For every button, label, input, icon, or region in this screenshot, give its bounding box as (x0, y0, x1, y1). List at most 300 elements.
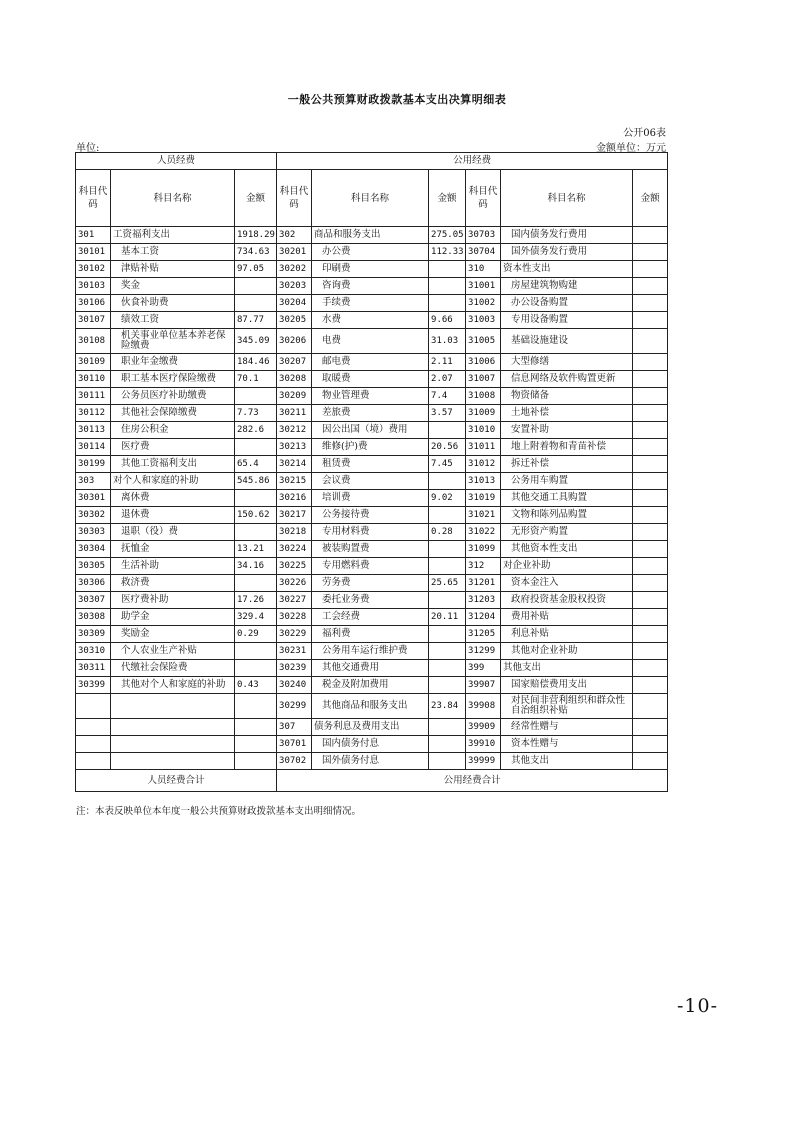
amount-cell (633, 227, 668, 244)
code-cell: 31011 (466, 439, 501, 456)
amount-cell (633, 541, 668, 558)
code-cell: 303 (76, 473, 111, 490)
table-row (76, 643, 668, 660)
code-cell: 30204 (277, 295, 312, 312)
table-row (76, 371, 668, 388)
name-cell: 对企业补助 (501, 558, 633, 575)
code-cell: 31299 (466, 643, 501, 660)
code-cell: 39999 (466, 753, 501, 770)
code-cell: 30215 (277, 473, 312, 490)
code-cell: 30112 (76, 405, 111, 422)
name-cell: 医疗费 (111, 439, 235, 456)
name-cell: 税金及附加费用 (312, 677, 429, 694)
amount-cell (633, 278, 668, 295)
table-row (76, 227, 668, 244)
amount-cell: 9.02 (429, 490, 466, 507)
amount-cell (633, 719, 668, 736)
name-cell: 大型修缮 (501, 354, 633, 371)
code-cell: 31201 (466, 575, 501, 592)
amount-cell (633, 244, 668, 261)
name-cell: 培训费 (312, 490, 429, 507)
name-cell: 对个人和家庭的补助 (111, 473, 235, 490)
amount-cell (235, 439, 277, 456)
name-cell: 拆迁补偿 (501, 456, 633, 473)
amount-cell (633, 456, 668, 473)
code-cell: 30199 (76, 456, 111, 473)
amount-cell (633, 660, 668, 677)
name-cell: 资本性赠与 (501, 736, 633, 753)
amount-cell: 9.66 (429, 312, 466, 329)
amount-cell (429, 643, 466, 660)
name-cell: 费用补贴 (501, 609, 633, 626)
name-cell: 基本工资 (111, 244, 235, 261)
name-cell: 办公设备购置 (501, 295, 633, 312)
code-cell: 31205 (466, 626, 501, 643)
table-row (76, 609, 668, 626)
code-cell (76, 736, 111, 753)
amount-cell (429, 261, 466, 278)
code-cell (76, 719, 111, 736)
amount-cell (235, 660, 277, 677)
amount-cell: 17.26 (235, 592, 277, 609)
name-cell: 退职（役）费 (111, 524, 235, 541)
amount-cell (633, 575, 668, 592)
code-cell: 39907 (466, 677, 501, 694)
amount-cell: 97.05 (235, 261, 277, 278)
name-cell: 机关事业单位基本养老保险缴费 (111, 329, 235, 354)
code-cell: 30107 (76, 312, 111, 329)
amount-cell (429, 422, 466, 439)
name-cell: 专用设备购置 (501, 312, 633, 329)
name-cell: 工会经费 (312, 609, 429, 626)
table-row (76, 278, 668, 295)
name-cell: 其他交通费用 (312, 660, 429, 677)
public-total-label: 公用经费合计 (277, 770, 668, 792)
code-cell: 30299 (277, 694, 312, 719)
table-row (76, 312, 668, 329)
amount-cell: 329.4 (235, 609, 277, 626)
name-cell: 专用材料费 (312, 524, 429, 541)
code-cell: 30703 (466, 227, 501, 244)
table-row (76, 354, 668, 371)
amount-cell (633, 405, 668, 422)
code-cell: 31001 (466, 278, 501, 295)
amount-cell: 7.73 (235, 405, 277, 422)
name-cell (111, 719, 235, 736)
name-header: 科目名称 (312, 170, 429, 227)
name-cell: 专用燃料费 (312, 558, 429, 575)
name-cell: 国内债务发行费用 (501, 227, 633, 244)
name-cell: 绩效工资 (111, 312, 235, 329)
code-cell: 39910 (466, 736, 501, 753)
amount-cell: 345.09 (235, 329, 277, 354)
name-cell: 其他社会保障缴费 (111, 405, 235, 422)
amount-cell (235, 295, 277, 312)
column-header-row (76, 170, 668, 227)
amount-cell (633, 371, 668, 388)
name-header: 科目名称 (501, 170, 633, 227)
amount-cell (235, 524, 277, 541)
amount-cell (235, 388, 277, 405)
code-cell: 31009 (466, 405, 501, 422)
code-cell: 30106 (76, 295, 111, 312)
amount-cell (633, 490, 668, 507)
page-number: -10- (676, 995, 718, 1017)
name-cell: 邮电费 (312, 354, 429, 371)
name-cell: 其他交通工具购置 (501, 490, 633, 507)
amount-unit: 金额单位：万元 (596, 143, 666, 154)
code-cell: 30110 (76, 371, 111, 388)
name-cell: 资本金注入 (501, 575, 633, 592)
amount-cell (633, 439, 668, 456)
amount-cell (429, 592, 466, 609)
amount-cell (633, 677, 668, 694)
amount-cell (633, 354, 668, 371)
code-cell: 302 (277, 227, 312, 244)
amount-cell (633, 592, 668, 609)
name-cell: 基础设施建设 (501, 329, 633, 354)
name-cell: 助学金 (111, 609, 235, 626)
amount-cell: 7.45 (429, 456, 466, 473)
table-row (76, 592, 668, 609)
code-cell: 312 (466, 558, 501, 575)
amount-cell: 734.63 (235, 244, 277, 261)
name-cell: 维修(护)费 (312, 439, 429, 456)
name-cell: 救济费 (111, 575, 235, 592)
name-cell: 职业年金缴费 (111, 354, 235, 371)
code-cell: 30240 (277, 677, 312, 694)
amount-header: 金额 (429, 170, 466, 227)
name-cell: 伙食补助费 (111, 295, 235, 312)
code-cell: 30213 (277, 439, 312, 456)
table-row (76, 677, 668, 694)
code-cell: 30211 (277, 405, 312, 422)
amount-cell (235, 736, 277, 753)
total-row (76, 770, 668, 792)
code-cell: 30701 (277, 736, 312, 753)
name-cell: 文物和陈列品购置 (501, 507, 633, 524)
code-cell: 30217 (277, 507, 312, 524)
amount-cell (429, 736, 466, 753)
code-cell: 30111 (76, 388, 111, 405)
amount-cell (429, 753, 466, 770)
amount-cell (633, 312, 668, 329)
amount-cell: 112.33 (429, 244, 466, 261)
amount-cell (235, 753, 277, 770)
name-cell: 委托业务费 (312, 592, 429, 609)
amount-cell (633, 473, 668, 490)
code-cell: 31204 (466, 609, 501, 626)
code-cell: 30308 (76, 609, 111, 626)
code-cell: 31022 (466, 524, 501, 541)
amount-cell: 31.03 (429, 329, 466, 354)
table-row (76, 541, 668, 558)
code-cell: 301 (76, 227, 111, 244)
table-row (76, 558, 668, 575)
table-row (76, 694, 668, 719)
code-cell: 30216 (277, 490, 312, 507)
code-cell: 39909 (466, 719, 501, 736)
code-header: 科目代码 (466, 170, 501, 227)
amount-cell: 545.86 (235, 473, 277, 490)
name-cell: 其他商品和服务支出 (312, 694, 429, 719)
code-cell: 30108 (76, 329, 111, 354)
code-cell: 31007 (466, 371, 501, 388)
table-row (76, 405, 668, 422)
form-number: 公开06表 (623, 128, 666, 139)
expenditure-table (75, 152, 668, 792)
code-cell: 30227 (277, 592, 312, 609)
code-cell: 30306 (76, 575, 111, 592)
name-cell: 劳务费 (312, 575, 429, 592)
amount-cell (429, 507, 466, 524)
name-cell: 其他对个人和家庭的补助 (111, 677, 235, 694)
code-cell: 30101 (76, 244, 111, 261)
name-cell: 国内债务付息 (312, 736, 429, 753)
amount-cell: 0.43 (235, 677, 277, 694)
code-cell: 307 (277, 719, 312, 736)
code-cell: 30205 (277, 312, 312, 329)
code-cell: 30209 (277, 388, 312, 405)
name-cell: 经常性赠与 (501, 719, 633, 736)
personnel-total-label: 人员经费合计 (76, 770, 277, 792)
amount-cell: 65.4 (235, 456, 277, 473)
table-row (76, 490, 668, 507)
table-row (76, 439, 668, 456)
amount-cell (235, 490, 277, 507)
name-cell: 公务用车购置 (501, 473, 633, 490)
name-cell: 公务用车运行维护费 (312, 643, 429, 660)
code-cell: 30208 (277, 371, 312, 388)
amount-cell (235, 278, 277, 295)
amount-cell: 20.56 (429, 439, 466, 456)
amount-cell: 20.11 (429, 609, 466, 626)
code-cell: 30201 (277, 244, 312, 261)
name-cell: 债务利息及费用支出 (312, 719, 429, 736)
code-cell: 31099 (466, 541, 501, 558)
name-cell: 其他资本性支出 (501, 541, 633, 558)
name-cell: 国外债务发行费用 (501, 244, 633, 261)
code-cell: 30103 (76, 278, 111, 295)
name-cell: 物资储备 (501, 388, 633, 405)
code-cell: 30114 (76, 439, 111, 456)
name-cell: 会议费 (312, 473, 429, 490)
amount-cell: 25.65 (429, 575, 466, 592)
amount-cell (235, 575, 277, 592)
name-cell: 抚恤金 (111, 541, 235, 558)
amount-cell: 275.05 (429, 227, 466, 244)
code-cell: 30302 (76, 507, 111, 524)
code-cell: 30214 (277, 456, 312, 473)
table-row (76, 626, 668, 643)
group-header-row (76, 153, 668, 170)
code-header: 科目代码 (277, 170, 312, 227)
code-cell: 399 (466, 660, 501, 677)
amount-cell (235, 694, 277, 719)
name-cell: 印刷费 (312, 261, 429, 278)
name-cell: 其他工资福利支出 (111, 456, 235, 473)
code-cell (76, 694, 111, 719)
name-cell: 工资福利支出 (111, 227, 235, 244)
table-row (76, 719, 668, 736)
amount-cell: 34.16 (235, 558, 277, 575)
amount-cell (633, 261, 668, 278)
name-cell: 地上附着物和青苗补偿 (501, 439, 633, 456)
amount-cell: 87.77 (235, 312, 277, 329)
amount-cell (429, 558, 466, 575)
amount-cell (235, 643, 277, 660)
name-cell: 公务员医疗补助缴费 (111, 388, 235, 405)
amount-cell (633, 736, 668, 753)
amount-cell (429, 719, 466, 736)
name-cell: 信息网络及软件购置更新 (501, 371, 633, 388)
amount-cell: 184.46 (235, 354, 277, 371)
code-cell: 30212 (277, 422, 312, 439)
name-cell: 职工基本医疗保险缴费 (111, 371, 235, 388)
amount-cell (633, 329, 668, 354)
amount-cell: 2.07 (429, 371, 466, 388)
code-cell: 30310 (76, 643, 111, 660)
name-cell: 奖励金 (111, 626, 235, 643)
code-cell: 30307 (76, 592, 111, 609)
amount-cell: 0.29 (235, 626, 277, 643)
table-row (76, 261, 668, 278)
code-cell: 31019 (466, 490, 501, 507)
amount-cell: 150.62 (235, 507, 277, 524)
name-cell: 其他支出 (501, 660, 633, 677)
name-cell: 离休费 (111, 490, 235, 507)
amount-cell (633, 295, 668, 312)
name-cell: 津贴补贴 (111, 261, 235, 278)
code-cell: 30225 (277, 558, 312, 575)
code-cell: 30218 (277, 524, 312, 541)
amount-cell (633, 558, 668, 575)
name-cell: 个人农业生产补贴 (111, 643, 235, 660)
name-cell: 因公出国（境）费用 (312, 422, 429, 439)
footnote: 注：本表反映单位本年度一般公共预算财政拨款基本支出明细情况。 (76, 806, 362, 817)
amount-cell: 70.1 (235, 371, 277, 388)
amount-cell: 3.57 (429, 405, 466, 422)
name-cell (111, 694, 235, 719)
code-cell: 30109 (76, 354, 111, 371)
code-cell: 30399 (76, 677, 111, 694)
name-cell (111, 753, 235, 770)
code-cell: 30226 (277, 575, 312, 592)
code-cell: 30224 (277, 541, 312, 558)
name-cell: 取暖费 (312, 371, 429, 388)
amount-header: 金额 (633, 170, 668, 227)
name-cell: 退休费 (111, 507, 235, 524)
name-cell: 政府投资基金股权投资 (501, 592, 633, 609)
code-header: 科目代码 (76, 170, 111, 227)
code-cell: 31021 (466, 507, 501, 524)
name-cell: 公务接待费 (312, 507, 429, 524)
code-cell: 31012 (466, 456, 501, 473)
code-cell: 30702 (277, 753, 312, 770)
name-cell: 医疗费补助 (111, 592, 235, 609)
table-row (76, 507, 668, 524)
table-row (76, 736, 668, 753)
amount-cell (633, 753, 668, 770)
code-cell: 30309 (76, 626, 111, 643)
code-cell: 30311 (76, 660, 111, 677)
amount-cell: 0.28 (429, 524, 466, 541)
code-cell: 31010 (466, 422, 501, 439)
name-cell: 物业管理费 (312, 388, 429, 405)
code-cell: 30303 (76, 524, 111, 541)
amount-cell (429, 541, 466, 558)
amount-cell: 282.6 (235, 422, 277, 439)
amount-cell (633, 388, 668, 405)
name-cell: 福利费 (312, 626, 429, 643)
amount-cell (429, 626, 466, 643)
amount-cell (429, 660, 466, 677)
amount-cell: 13.21 (235, 541, 277, 558)
name-cell: 代缴社会保险费 (111, 660, 235, 677)
code-cell: 30113 (76, 422, 111, 439)
code-cell: 30207 (277, 354, 312, 371)
table-row (76, 473, 668, 490)
code-cell: 30203 (277, 278, 312, 295)
table-row (76, 524, 668, 541)
amount-cell (633, 507, 668, 524)
amount-cell (633, 694, 668, 719)
table-row (76, 456, 668, 473)
code-cell: 30704 (466, 244, 501, 261)
amount-cell (429, 295, 466, 312)
code-cell: 30304 (76, 541, 111, 558)
amount-cell: 1918.29 (235, 227, 277, 244)
code-cell: 31203 (466, 592, 501, 609)
name-cell: 手续费 (312, 295, 429, 312)
name-cell: 被装购置费 (312, 541, 429, 558)
amount-cell (633, 422, 668, 439)
name-cell: 房屋建筑物购建 (501, 278, 633, 295)
name-cell: 办公费 (312, 244, 429, 261)
code-cell: 30229 (277, 626, 312, 643)
name-cell: 安置补助 (501, 422, 633, 439)
page-title: 一般公共预算财政拨款基本支出决算明细表 (287, 93, 507, 106)
code-cell: 30231 (277, 643, 312, 660)
name-cell: 国外债务付息 (312, 753, 429, 770)
name-cell: 水费 (312, 312, 429, 329)
name-cell: 生活补助 (111, 558, 235, 575)
name-cell (111, 736, 235, 753)
code-cell: 310 (466, 261, 501, 278)
code-cell: 31013 (466, 473, 501, 490)
name-cell: 住房公积金 (111, 422, 235, 439)
table-row (76, 575, 668, 592)
amount-cell (429, 278, 466, 295)
amount-cell (429, 473, 466, 490)
code-cell: 31003 (466, 312, 501, 329)
code-cell: 30202 (277, 261, 312, 278)
table-row (76, 660, 668, 677)
code-cell: 30301 (76, 490, 111, 507)
code-cell: 39908 (466, 694, 501, 719)
name-cell: 利息补贴 (501, 626, 633, 643)
name-cell: 咨询费 (312, 278, 429, 295)
code-cell: 31008 (466, 388, 501, 405)
table-row (76, 295, 668, 312)
personnel-group-header: 人员经费 (76, 153, 277, 170)
name-cell: 电费 (312, 329, 429, 354)
code-cell: 31005 (466, 329, 501, 354)
name-cell: 差旅费 (312, 405, 429, 422)
table-row (76, 422, 668, 439)
amount-cell: 23.84 (429, 694, 466, 719)
name-cell: 资本性支出 (501, 261, 633, 278)
